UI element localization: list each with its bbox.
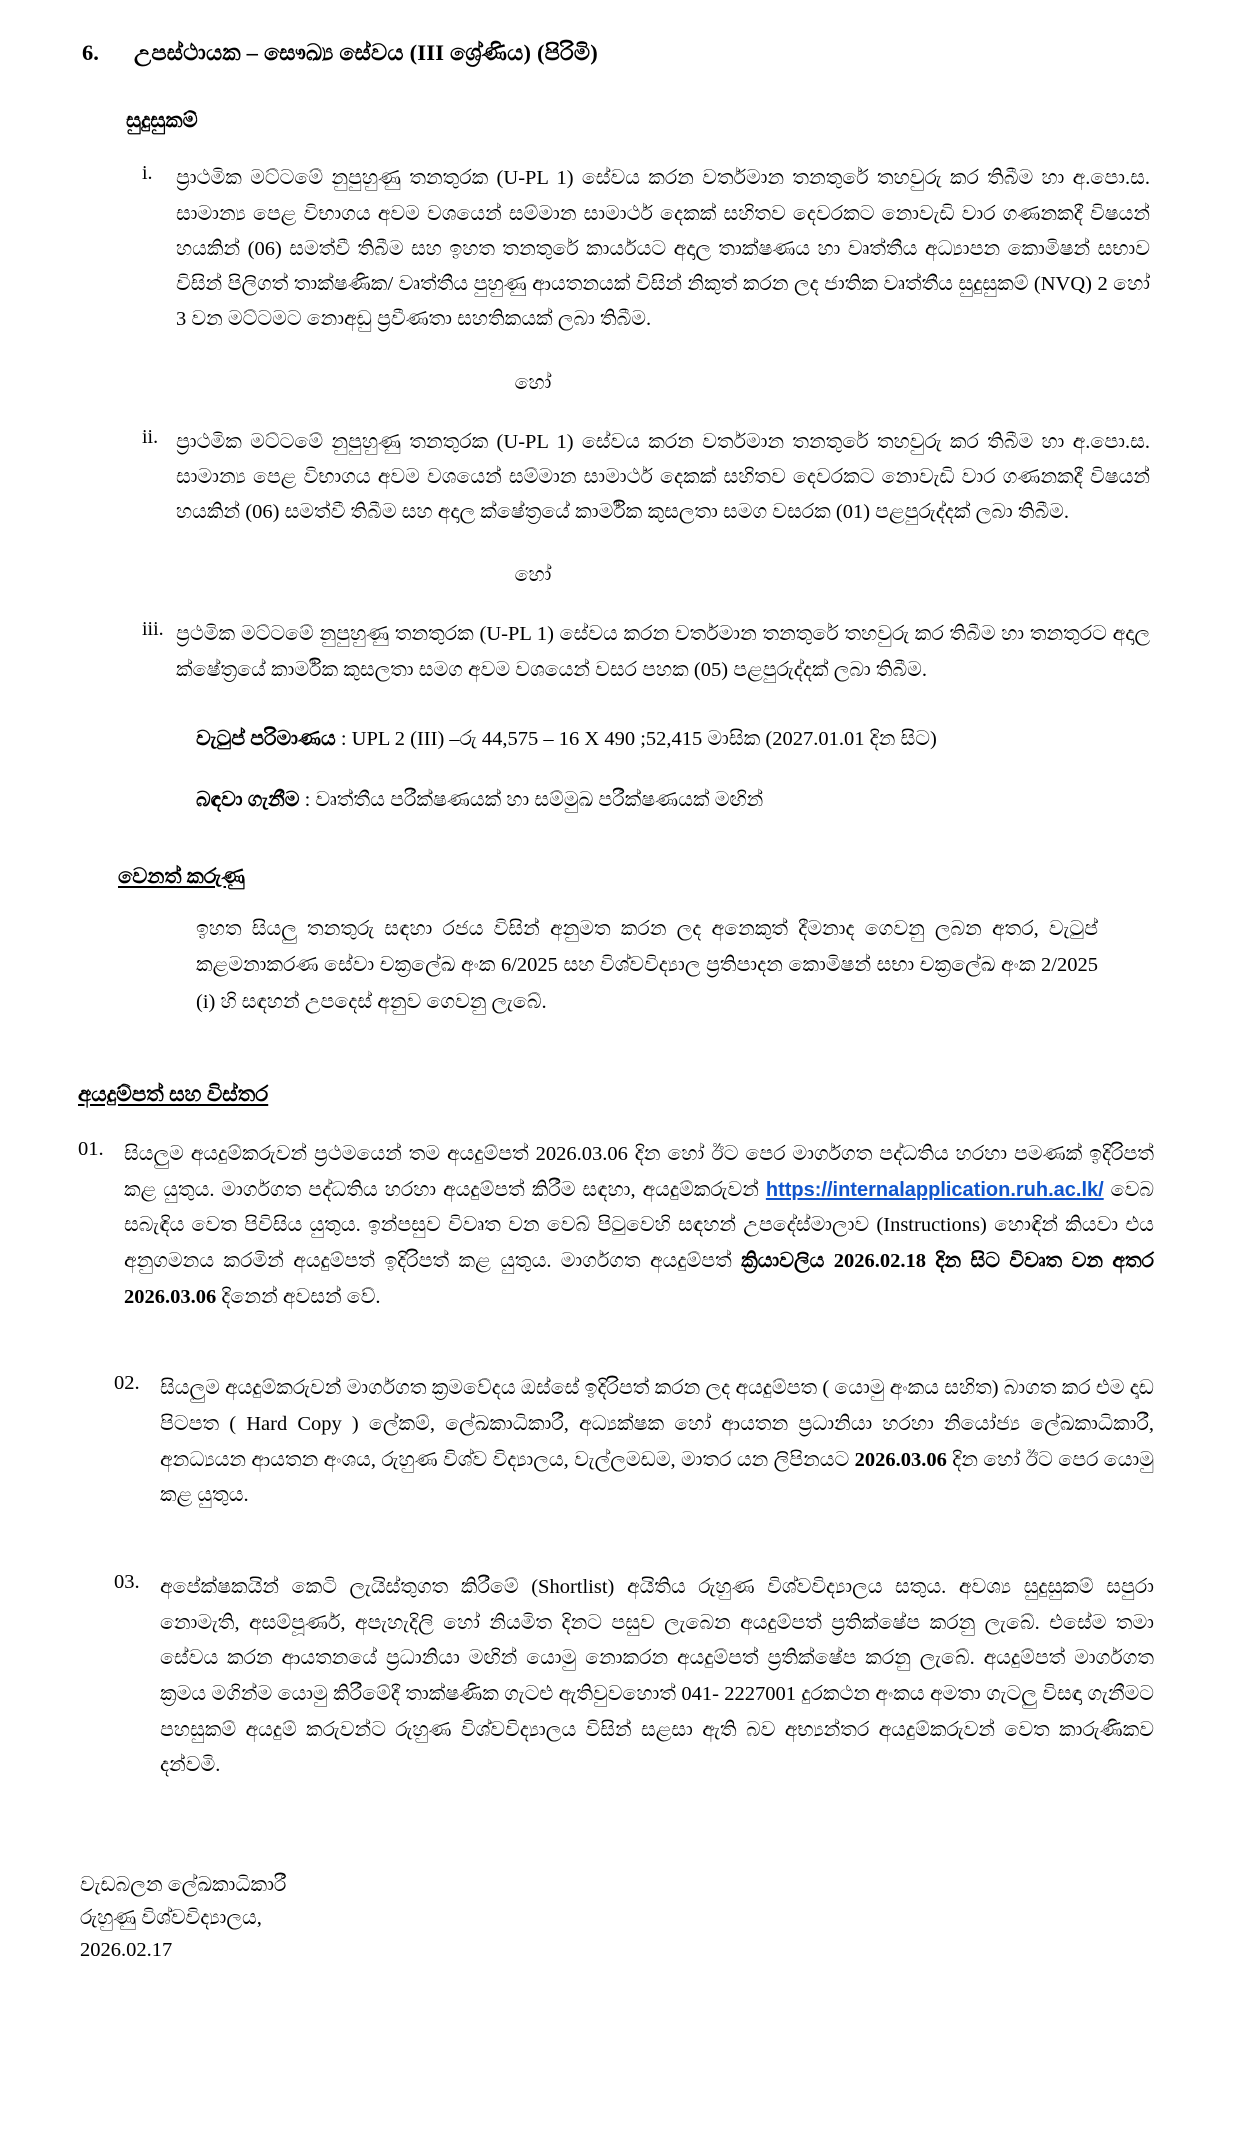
qualification-text-i: ප්‍රාථමික මට්ටමේ නුපුහුණු තනතුරක (U-PL 1) සේවය කරන වර්තමාන තනතුරේ තහවුරු කර තිබීම හා අ.පො.ස. සාමාන්‍ය පෙළ විභාගය අවම වශයෙන් සම්මාන සාමාර්ථ දෙකක් සහිතව දෙවරකට නොවැඩි වාර ගණනකදී විෂයන් හයකින් (06) සමත්වී තිබීම සහ ඉහත තනතුරේ කාර්යයට අදාල තාක්ෂණය හා වෘත්තීය අධ්‍යාපන කොමිෂන් සභාව විසින් පිලිගත් තාක්ෂණික/ වෘත්තීය පුහුණු ආයතනයක් විසින් නිකුත් කරන ලද ජාතික වෘත්තීය සුදුසුකම් (NVQ) 2 හෝ 3 වන මට්ටමට නොඅඩු ප්‍රවීණතා සහතිකයක් ලබා තිබීම.	[176, 167, 1150, 331]
or-separator-1: හෝ	[514, 371, 552, 394]
qualification-marker-ii: ii.	[142, 425, 159, 448]
salary-scale-value: : UPL 2 (III) –රු 44,575 – 16 X 490 ;52,415 මාසික (2027.01.01 දින සිට)	[335, 727, 937, 750]
application-text-01-part1: සියලුම අයදුම්කරුවන් ප්‍රථමයෙන් තම අයදුම්පත් 2026.03.06 දින හෝ ඊට පෙර මාර්ගගත පද්ධතිය හරහා පමණක් ඉදිරිපත් කළ යුතුය. මාර්ගගත පද්ධතිය හරහා අයදුම්පත් කිරීම සඳහා, අයදුම්කරුවන්	[124, 1143, 1154, 1201]
online-application-link[interactable]: https://internalapplication.ruh.ac.lk/	[765, 1178, 1104, 1201]
recruitment-method-value: : වෘත්තීය පරීක්ෂණයක් හා සම්මුඛ පරීක්ෂණයක් මඟින්	[299, 788, 764, 811]
application-text-01-part3: දිනෙන් අවසන් වේ.	[216, 1285, 381, 1308]
signature-date: 2026.02.17	[80, 1939, 173, 1962]
signature-block	[78, 1870, 1158, 1966]
other-matters-text: ඉහත සියලු තනතුරු සඳහා රජය විසින් අනුමත කරන ලද අනෙකුත් දීමනාද ගෙවනු ලබන අතර, වැටුප් කළමනාකරණ සේවා චක්‍රලේඛ අංක 6/2025 සහ විශ්වවිද්‍යාල ප්‍රතිපාදන කොමිෂන් සභා චක්‍රලේඛ අංක 2/2025 (i) හි සඳහන් උපදෙස් අනුව ගෙවනු ලැබේ.	[196, 917, 1098, 1013]
salary-scale-line	[78, 722, 1158, 757]
application-text-02	[160, 1371, 1158, 1514]
application-text-01-part2: වෙබ සබැඳිය වෙත පිවිසිය යුතුය. ඉන්පසුව විවෘත වන වෙබ් පිටුවෙහි සඳහන් උපදේස්මාලාව (Instructions) හොඳින් කියවා එය අනුගමනය කරමින් අයදුම්පත් ඉදිරිපත් කළ යුතුය. මාර්ගගත අයදුම්පත්	[124, 1178, 1155, 1272]
qualification-item-iii	[78, 617, 1158, 688]
application-text-03: අපේක්ෂකයින් කෙටි ලැයිස්තුගත කිරීමේ (Shortlist) අයිතිය රුහුණ විශ්වවිද්‍යාලය සතුය. අවශ්‍ය සුදුසුකම් සපුරා නොමැති, අසම්පූර්ණ, අපැහැදිලි හෝ නියමිත දිනට පසුව ලැබෙන අයදුම්පත් ප්‍රතික්ෂේප කරනු ලැබේ. එසේම තමා සේවය කරන ආයතනයේ ප්‍රධානියා මඟින් යොමු නොකරන අයදුම්පත් ප්‍රතික්ෂේප කරනු ලැබේ. අයදුම්පත් මාර්ගගත ක්‍රමය මගින්ම යොමු කිරීමේදී තාක්ෂණික ගැටළු ඇතිවුවහොත් 041- 2227001 දුරකථන අංකය අමතා ගැටලු විසඳා ගැනීමට පහසුකම් අයදුම් කරුවන්ට රුහුණ විශ්වවිද්‍යාලය විසින් සළසා ඇති බව අභ්‍යන්තර අයදුම්කරුවන් වෙත කාරුණිකව දන්වමි.	[160, 1575, 1154, 1777]
salary-scale-label: වැටුප් පරිමාණය	[196, 727, 336, 750]
page-title-number: 6.	[82, 40, 99, 65]
page-title-text: උපස්ථායක – සෞඛ්‍ය සේවය (III ශ්‍රේණිය) (පිරිමි)	[134, 40, 598, 65]
application-text-02-part1: සියලුම අයදුම්කරුවන් මාර්ගගත ක්‍රමවේදය ඔස්සේ ඉදිරිපත් කරන ලද අයදුම්පත ( යොමු අංකය සහිත) බාගත කර එම දෘඩ පිටපත ( Hard Copy ) ලේකම්, ලේඛකාධිකාරී, අධ්‍යක්ෂක හෝ ආයතන ප්‍රධානියා හරහා නියෝජ්‍ය ලේඛකාධිකාරී, අනධ්‍යයන ආයතන අංශය, රුහුණ විශ්ව විද්‍යාලය, වැල්ලමඩම, මාතර යන ලිපිනයට	[160, 1377, 1154, 1471]
application-marker-03: 03.	[114, 1570, 140, 1593]
application-marker-01: 01.	[78, 1138, 104, 1161]
other-matters-heading: වෙනත් කරුණු	[118, 863, 245, 888]
application-item-01	[78, 1137, 1158, 1315]
qualification-text-ii: ප්‍රාථමික මට්ටමේ නුපුහුණු තනතුරක (U-PL 1) සේවය කරන වර්තමාන තනතුරේ තහවුරු කර තිබීම හා අ.පො.ස. සාමාන්‍ය පෙළ විභාගය අවම වශයෙන් සම්මාන සාමාර්ථ දෙකක් සහිතව දෙවරකට නොවැඩි වාර ගණනකදී විෂයන් හයකින් (06) සමත්වී තිබීම සහ අදාල ක්ෂේත්‍රයේ කාර්මික කුසලතා සමග වසරක (01) පළපුරුද්දක් ලබා තිබීම.	[176, 430, 1150, 524]
application-marker-02: 02.	[114, 1372, 140, 1395]
recruitment-method-label: බඳවා ගැනීම	[196, 788, 300, 811]
qualifications-heading: සුදුසුකම්	[126, 108, 198, 133]
qualification-text-iii: ප්‍රථමික මට්ටමේ නුපුහුණු තනතුරක (U-PL 1) සේවය කරන වර්තමාන තනතුරේ තහවුරු කර තිබීම හා තනතුරට අදාල ක්ෂේත්‍රයේ කාර්මික කුසලතා සමග අවම වශයෙන් වසර පහක (05) පළපුරුද්දක් ලබා තිබීම.	[176, 623, 1150, 681]
application-deadline-02: 2026.03.06	[854, 1448, 947, 1471]
applications-heading: අයදුම්පත් සහ විස්තර	[78, 1082, 269, 1107]
recruitment-method-line	[78, 783, 1158, 818]
signatory-institution: රුහුණු විශ්වවිද්‍යාලය,	[80, 1906, 262, 1929]
qualification-marker-i: i.	[142, 162, 153, 185]
or-separator-2: හෝ	[514, 564, 552, 587]
signatory-title: වැඩබලන ලේඛකාධිකාරී	[80, 1873, 287, 1896]
qualification-marker-iii: iii.	[142, 618, 164, 641]
application-text-02-part2: දින හෝ ඊට පෙර යොමු කළ යුතුය.	[160, 1448, 1154, 1507]
page-title	[78, 38, 1158, 68]
application-item-02	[78, 1371, 1158, 1514]
qualification-item-ii	[78, 425, 1158, 531]
application-deadline-01: ක්‍රියාවලිය 2026.02.18 දින සිට විවෘත වන අතර 2026.03.06	[124, 1249, 1154, 1308]
qualification-item-i	[78, 161, 1158, 337]
application-text-01	[124, 1137, 1158, 1315]
application-item-03	[78, 1570, 1158, 1784]
